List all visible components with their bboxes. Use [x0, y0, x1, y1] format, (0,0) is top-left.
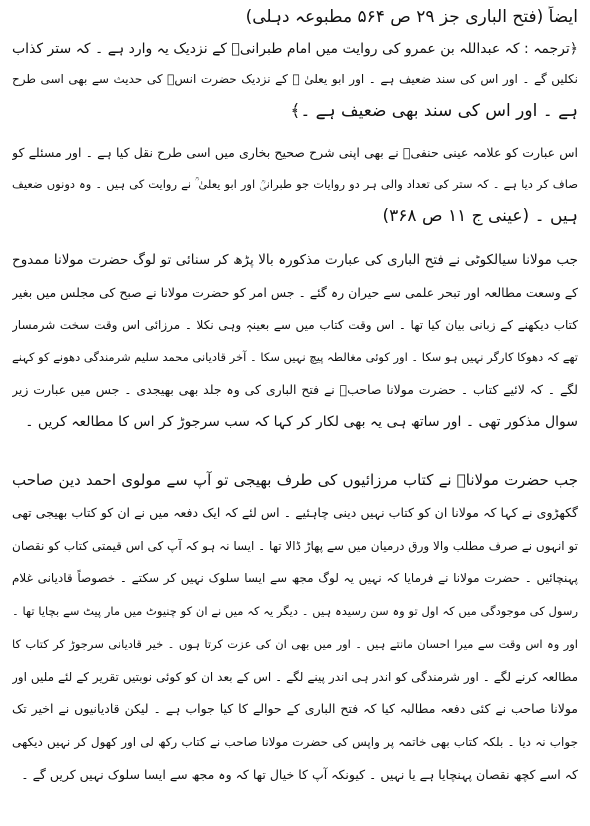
paragraph-1-line-1: ﴿ترجمہ : کہ عبداللہ بن عمرو کی روایت میں امام طبرانیؒ کے نزدیک یہ وارد ہے ۔ کہ ستر کذاب	[12, 41, 578, 57]
paragraph-1-line-3: ہے ۔ اور اس کی سند بھی ضعیف ہے ۔﴾	[290, 101, 578, 121]
reference-header: ایضاً (فتح الباری جز ۲۹ ص ۵۶۴ مطبوعہ دہلی)	[245, 7, 578, 27]
paragraph-3-line-2: کے وسعت مطالعہ اور تبحر علمی سے حیران رہ گئے ۔ جس امر کو حضرت مولانا نے صبح کی مجلس میں بغیر	[12, 285, 578, 300]
paragraph-3-line-6: سوال مذکور تھی ۔ اور ساتھ ہی یہ بھی لکار کر کہا کہ سب سرجوڑ کر اس کا مطالعہ کریں ۔	[25, 414, 578, 430]
paragraph-4-line-8: مولانا صاحب نے کئی دفعہ مطالبہ کیا کہ فتح الباری کے حوالے کا کیا جواب ہے ۔ لیکن قادیانیوں نے اخیر تک	[12, 701, 578, 716]
paragraph-4-line-9: جواب نہ دیا ۔ بلکہ کتاب بھی خاتمہ پر واپس کی حضرت مولانا صاحب نے کتاب رکھ لی اور کھول کر نہیں دیکھی	[12, 735, 578, 749]
paragraph-1-line-2: نکلیں گے ۔ اور اس کی سند ضعیف ہے ۔ اور ابو یعلیٰ ؒ کے نزدیک حضرت انسؓ کی حدیث سے بھی اسی طرح	[12, 72, 578, 86]
paragraph-4-line-1: جب حضرت مولاناؒ نے کتاب مرزائیوں کی طرف بھیجی تو آپ سے مولوی احمد دین صاحب	[12, 471, 578, 489]
paragraph-2-line-3: ہیں ۔ (عینی ج ۱۱ ص ۳۶۸)	[382, 206, 578, 226]
paragraph-2-line-1: اس عبارت کو علامہ عینی حنفیؒ نے بھی اپنی شرح صحیح بخاری میں اسی طرح نقل کیا ہے ۔ اور مسئلے کو	[12, 145, 578, 160]
paragraph-4-line-5: رسول کی موجودگی میں کہ اول تو وہ سن رسیدہ ہیں ۔ دیگر یہ کہ میں نے ان کو چنیوٹ میں مار پیٹ سے بچایا تھا ۔	[12, 604, 578, 618]
paragraph-4-line-4: پہنچائیں ۔ حضرت مولانا نے فرمایا کہ نہیں یہ لوگ مجھ سے ایسا سلوک نہیں کر سکتے ۔ خصوصاً قادیانی غلام	[12, 571, 578, 585]
paragraph-4-line-10: کہ اسے کچھ نقصان پہنچایا ہے یا نہیں ۔ کیونکہ آپ کا خیال تھا کہ وہ مجھ سے ایسا سلوک نہیں کریں گے ۔	[21, 767, 578, 782]
paragraph-4-line-3: تو انہوں نے صرف مطلب والا ورق درمیان میں سے پھاڑ ڈالا تھا ۔ ایسا نہ ہو کہ آپ کی اس قیمتی کتاب کو نقصان	[12, 539, 578, 553]
paragraph-3-line-1: جب مولانا سیالکوٹی نے فتح الباری کی عبارت مذکورہ بالا پڑھ کر سنائی تو لوگ حضرت مولانا ممدوح	[12, 252, 578, 268]
paragraph-3-line-4: تھے کہ دھوکا کارگر نہیں ہو سکا ۔ اور کوئی مغالطہ پیچ نہیں سکا ۔ آخر قادیانی محمد سلیم شرمندگی دھونے کو کہنے	[12, 350, 578, 364]
paragraph-4-line-2: گکھڑوی نے کہا کہ مولانا ان کو کتاب نہیں دینی چاہئیے ۔ اس لئے کہ ایک دفعہ میں نے ان کو کتاب بھیجی تھی	[12, 505, 578, 520]
paragraph-4-line-7: مطالعہ کرنے لگے ۔ اور شرمندگی کو اندر ہی اندر پینے لگے ۔ اس کے بعد ان کو کوئی نوبتیں تقریر کے لئے ملیں اور	[12, 670, 578, 684]
paragraph-4-line-6: اور وہ اس وقت سے میرا احسان مانتے ہیں ۔ اور میں بھی ان کی عزت کرتا ہوں ۔ خیر قادیانی سرجوڑ کر کتاب کا	[12, 637, 578, 651]
paragraph-3-line-3: کتاب دیکھنے کے زبانی بیان کیا تھا ۔ اس وقت کتاب میں سے بعینہٖ وہی نکلا ۔ مرزائی اس وقت سخت شرمسار	[12, 318, 578, 332]
document-page	[12, 0, 578, 826]
paragraph-2-line-2: صاف کر دیا ہے ۔ کہ ستر کی تعداد والی ہر دو روایات جو طبرانیؒ اور ابو یعلیٰ ؒ نے روایت کی ہیں ۔ وہ دونوں ضعیف	[12, 177, 578, 191]
paragraph-3-line-5: لگے ۔ کہ لائیے کتاب ۔ حضرت مولانا صاحبؒ نے فتح الباری کی وہ جلد بھی بھیجدی ۔ جس میں عبارت زیر	[12, 382, 578, 397]
